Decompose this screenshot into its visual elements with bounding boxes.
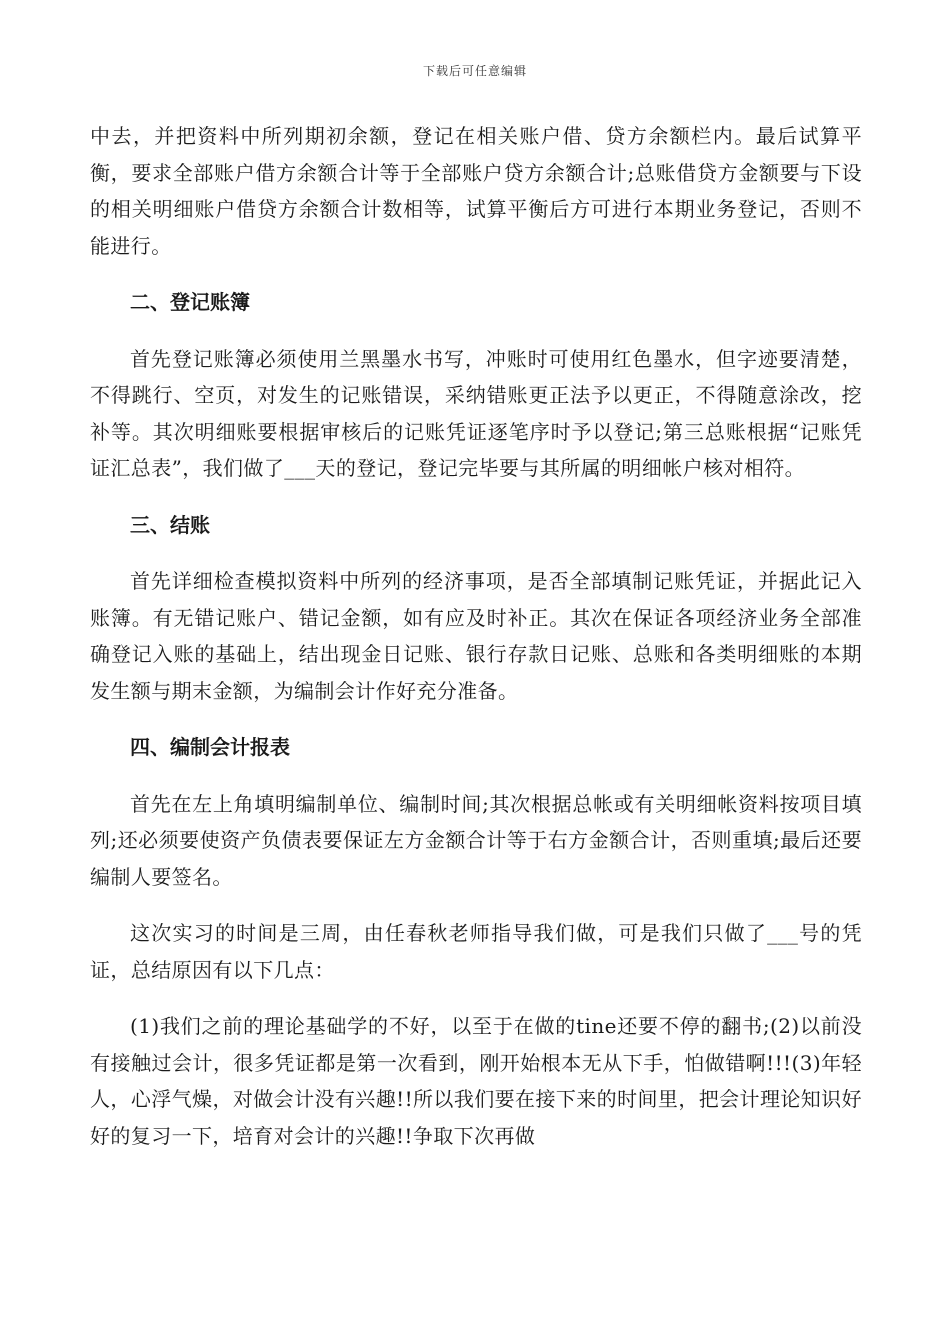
paragraph-register-books: 首先登记账簿必须使用兰黑墨水书写，冲账时可使用红色墨水，但字迹要清楚，不得跳行、空页，对发生的记账错误，采纳错账更正法予以更正，不得随意涂改，挖补等。其次明细账要根据审核后的记账凭证逐笔序时予以登记;第三总账根据“记账凭证汇总表”，我们做了___天的登记，登记完毕要与其所属的明细帐户核对相符。 [90,346,862,480]
paragraph-reasons: (1)我们之前的理论基础学的不好，以至于在做的tine还要不停的翻书;(2)以前没有接触过会计，很多凭证都是第一次看到，刚开始根本无从下手，怕做错啊!!!(3)年轻人，心浮气燥，对做会计没有兴趣!!所以我们要在接下来的时间里，把会计理论知识好好的复习一下，培育对会计的兴趣!!争取下次再做 [90,1014,862,1148]
page-header: 下载后可任意编辑 [422,64,527,78]
heading-financial-statements: 四、编制会计报表 [130,735,290,759]
heading-register-books: 二、登记账簿 [130,290,250,314]
document-body [90,118,862,1154]
paragraph-financial-statements: 首先在左上角填明编制单位、编制时间;其次根据总帐或有关明细帐资料按项目填列;还必须要使资产负债表要保证左方金额合计等于右方金额合计，否则重填;最后还要编制人要签名。 [90,791,862,889]
paragraph-internship-summary: 这次实习的时间是三周，由任春秋老师指导我们做，可是我们只做了___号的凭证，总结原因有以下几点： [90,921,862,982]
paragraph-closing-accounts: 首先详细检查模拟资料中所列的经济事项，是否全部填制记账凭证，并据此记入账簿。有无错记账户、错记金额，如有应及时补正。其次在保证各项经济业务全部准确登记入账的基础上，结出现金日记账、银行存款日记账、总账和各类明细账的本期发生额与期末金额，为编制会计作好充分准备。 [90,569,862,703]
intro-paragraph: 中去，并把资料中所列期初余额，登记在相关账户借、贷方余额栏内。最后试算平衡，要求全部账户借方余额合计等于全部账户贷方余额合计;总账借贷方金额要与下设的相关明细账户借贷方余额合计数相等，试算平衡后方可进行本期业务登记，否则不能进行。 [90,124,862,258]
heading-closing-accounts: 三、结账 [130,512,210,537]
